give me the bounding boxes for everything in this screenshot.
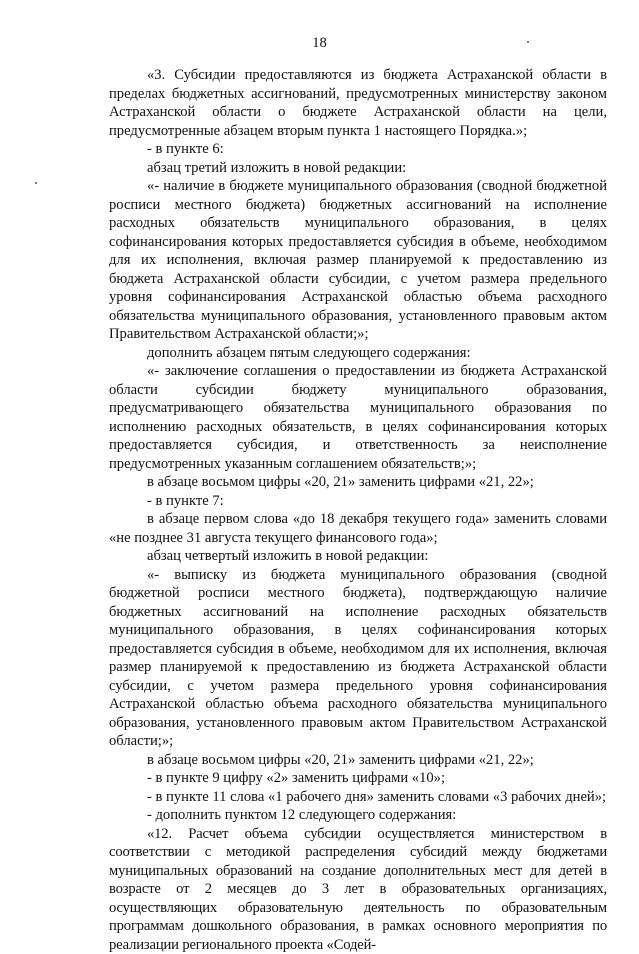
paragraph-add-item-12: - дополнить пунктом 12 следующего содержания:: [109, 806, 607, 825]
paragraph-add-fifth-abzac: дополнить абзацем пятым следующего содержания:: [109, 344, 607, 363]
paragraph-budget-availability: «- наличие в бюджете муниципального образования (сводной бюджетной росписи местного бюджета) бюджетных ассигнований на исполнение расходных обязательств муниципального образования, в целях софинансирования которых предоставляется субсидия в объеме, необходимом для их исполнения, включая размер планируемой к предоставлению из бюджета Астраханской области субсидии, с учетом размера предельного уровня софинансирования Астраханской областью объема расходного обязательства муниципального образования, установленного правовым актом Правительством Астраханской области;»;: [109, 177, 607, 344]
paragraph-budget-extract: «- выписку из бюджета муниципального образования (сводной бюджетной росписи местного бюджета), подтверждающую наличие бюджетных ассигнований на исполнение расходных обязательств муниципального образования, в целях софинансирования которых предоставляется субсидия в объеме, необходимом для их исполнения, включая размер планируемой к предоставлению из бюджета Астраханской области субсидии, с учетом размера предельного уровня софинансирования Астраханской областью объема расходного обязательства муниципального образования, установленного правовым актом Правительством Астраханской области;»;: [109, 566, 607, 751]
paragraph-item-11: - в пункте 11 слова «1 рабочего дня» заменить словами «3 рабочих дней»;: [109, 788, 607, 807]
paragraph-first-abzac-words: в абзаце первом слова «до 18 декабря текущего года» заменить словами «не позднее 31 августа текущего финансового года»;: [109, 510, 607, 547]
page-number: 18: [0, 34, 639, 53]
paragraph-eighth-abzac-digits: в абзаце восьмом цифры «20, 21» заменить цифрами «21, 22»;: [109, 473, 607, 492]
scan-speck: [527, 41, 529, 43]
paragraph-item-7: - в пункте 7:: [109, 492, 607, 511]
document-body: [109, 66, 607, 954]
paragraph-eighth-abzac-digits-2: в абзаце восьмом цифры «20, 21» заменить цифрами «21, 22»;: [109, 751, 607, 770]
paragraph-fourth-abzac-new: абзац четвертый изложить в новой редакции:: [109, 547, 607, 566]
paragraph-item-12-text: «12. Расчет объема субсидии осуществляется министерством в соответствии с методикой распределения субсидий между бюджетами муниципальных образований на создание дополнительных мест для детей в возрасте от 2 месяцев до 3 лет в образовательных организациях, осуществляющих образовательную деятельность по образовательным программам дошкольного образования, в рамках основного мероприятия по реализации регионального проекта «Содей-: [109, 825, 607, 954]
scan-speck: [35, 182, 37, 184]
paragraph-third-abzac-new: абзац третий изложить в новой редакции:: [109, 159, 607, 178]
paragraph-agreement-conclusion: «- заключение соглашения о предоставлении из бюджета Астраханской области субсидии бюджету муниципального образования, предусматривающего обязательства муниципального образования по исполнению расходных обязательств, в целях софинансирования которых предоставляется субсидия, и ответственность за неисполнение предусмотренных указанным соглашением обязательств;»;: [109, 362, 607, 473]
paragraph-item-9: - в пункте 9 цифру «2» заменить цифрами «10»;: [109, 769, 607, 788]
paragraph-item-6: - в пункте 6:: [109, 140, 607, 159]
paragraph-subsidy-provision: «3. Субсидии предоставляются из бюджета Астраханской области в пределах бюджетных ассигнований, предусмотренных министерству законом Астраханской области о бюджете Астраханской области на цели, предусмотренные абзацем вторым пункта 1 настоящего Порядка.»;: [109, 66, 607, 140]
